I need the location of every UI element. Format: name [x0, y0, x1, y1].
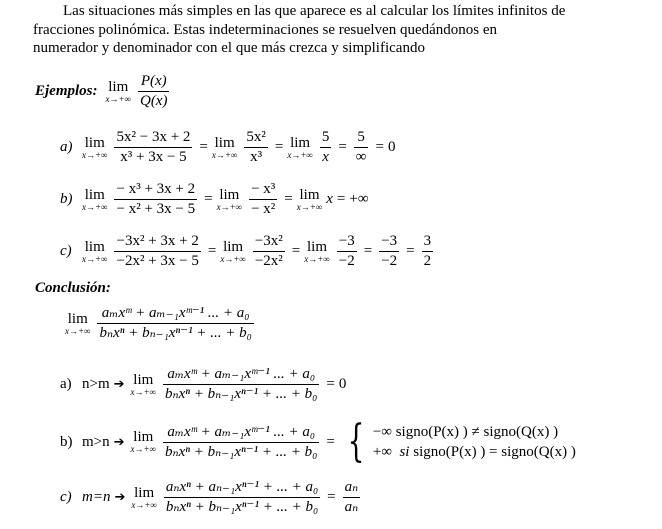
- arrow-icon: ➔: [113, 377, 125, 392]
- case-c-label: c): [60, 489, 72, 505]
- case-c: c) m=n ➔ lim x→+∞ $\frac{\text{aₙxⁿ + aₙ₋₁xⁿ⁻¹ + ... + a₀}}{\text{bₙxⁿ + bₙ₋₁xⁿ⁻¹ + ... + b₀}}$ = $\frac{\text{aₙ}}{\text{aₙ}}$: [60, 479, 359, 515]
- result: 0: [387, 139, 396, 155]
- case-line-1: −∞ signo(P(x) ) ≠ signo(Q(x) ): [372, 424, 559, 440]
- example-b: b) lim x→+∞ $\frac{\text{− x³ + 3x + 2}}{\text{− x² + 3x − 5}}$ = lim x→+∞ $\frac{\text{− x³}}{\text{− x²}}$ = lim x→+∞ x = +∞: [60, 181, 369, 217]
- fraction: $\frac{\text{− x³ + 3x + 2}}{\text{− x² + 3x − 5}}$: [116, 181, 196, 217]
- case-a-label: a): [60, 376, 72, 392]
- arrow-icon: ➔: [113, 434, 125, 450]
- fraction: $\frac{5}{\infty}$: [355, 129, 367, 165]
- limit-operator: lim x→+∞: [220, 238, 246, 264]
- general-fraction: $\frac{\text{aₘxᵐ + aₘ₋₁xᵐ⁻¹ ... + a₀}}{\text{bₙxⁿ + bₙ₋₁xⁿ⁻¹ + ... + b₀}}$: [99, 305, 252, 341]
- conclusion-label: Conclusión:: [35, 280, 111, 296]
- fraction-p-over-q: $\frac{P(x)}{Q(x)}$: [139, 73, 168, 109]
- limit-operator: lim x→+∞: [131, 484, 157, 510]
- cases: [373, 422, 576, 462]
- limit-operator: lim x→+∞: [287, 134, 313, 160]
- limit-operator: lim x→+∞: [216, 186, 243, 212]
- general-fraction-equal: $\frac{\text{aₙxⁿ + aₙ₋₁xⁿ⁻¹ + ... + a₀}}{\text{bₙxⁿ + bₙ₋₁xⁿ⁻¹ + ... + b₀}}$: [165, 479, 319, 515]
- example-b-label: b): [60, 191, 73, 207]
- limit-operator: lim x→+∞: [82, 238, 108, 264]
- case-b-condition: m>n: [82, 433, 110, 450]
- general-fraction: $\frac{\text{aₘxᵐ + aₘ₋₁xᵐ⁻¹ ... + a₀}}{\text{bₙxⁿ + bₙ₋₁xⁿ⁻¹ + ... + b₀}}$: [165, 423, 318, 460]
- result: 0: [338, 376, 347, 392]
- fraction: $\frac{\text{− x³}}{\text{− x²}}$: [251, 181, 276, 217]
- intro-line-3: numerador y denominador con el que más crezca y simplificando: [33, 40, 425, 56]
- case-b-label: b): [60, 433, 73, 450]
- fraction: $\frac{-3}{-2}$: [338, 233, 355, 269]
- example-a-label: a): [60, 139, 73, 155]
- examples-header: [35, 72, 172, 111]
- fraction: $\frac{-3}{-2}$: [381, 233, 398, 269]
- examples-label: Ejemplos:: [35, 83, 98, 99]
- limit-operator: lim x→+∞: [82, 134, 108, 160]
- case-a-condition: n>m: [82, 376, 110, 392]
- limit-operator: lim x→+∞: [65, 310, 91, 336]
- fraction: $\frac{3}{2}$: [423, 233, 432, 269]
- case-a: a) n>m ➔ lim x→+∞ $\frac{\text{aₘxᵐ + aₘ₋₁xᵐ⁻¹ ... + a₀}}{\text{bₙxⁿ + bₙ₋₁xⁿ⁻¹ + ... + b₀}}$ = 0: [60, 366, 347, 402]
- limit-operator: lim x→+∞: [82, 186, 108, 212]
- limit-operator: lim x→+∞: [105, 78, 131, 104]
- result: +∞: [349, 191, 369, 207]
- fraction: $\frac{\text{−3x²}}{\text{−2x²}}$: [254, 233, 283, 269]
- arrow-icon: ➔: [114, 490, 126, 505]
- limit-operator: lim x→+∞: [304, 238, 330, 264]
- case-b: b) m>n ➔ lim x→+∞ $\frac{\text{aₘxᵐ + aₘ₋₁xᵐ⁻¹ ... + a₀}}{\text{bₙxⁿ + bₙ₋₁xⁿ⁻¹ + ... + b₀}}$ = { −∞ signo(P(x) ) ≠ signo(Q(x) ) +∞ si signo(P(x) ) = signo(Q(x) ): [60, 416, 576, 467]
- limit-operator: lim x→+∞: [296, 186, 323, 212]
- case-line-2: +∞ si signo(P(x) ) = signo(Q(x) ): [372, 444, 576, 460]
- example-a: a) lim x→+∞ $\frac{\text{5x² − 3x + 2}}{\text{x³ + 3x − 5}}$ = lim x→+∞ $\frac{\text{5x²}}{\text{x³}}$ = lim x→+∞ $\frac{5}{x}$ = $\frac{5}{\infty}$ = 0: [60, 129, 396, 165]
- example-c-label: c): [60, 243, 72, 259]
- expression-x: x: [326, 191, 333, 207]
- fraction: $\frac{\text{5x²}}{\text{x³}}$: [246, 129, 266, 165]
- intro-paragraph: [33, 2, 623, 58]
- limit-operator: lim x→+∞: [130, 429, 157, 454]
- conclusion-formula: [65, 304, 257, 343]
- case-c-condition: m=n: [82, 489, 111, 505]
- limit-operator: lim x→+∞: [211, 134, 238, 160]
- general-fraction: $\frac{\text{aₘxᵐ + aₘ₋₁xᵐ⁻¹ ... + a₀}}{\text{bₙxⁿ + bₙ₋₁xⁿ⁻¹ + ... + b₀}}$: [165, 366, 318, 402]
- intro-line-1: Las situaciones más simples en las que aparece es al calcular los límites infinitos de: [63, 3, 566, 19]
- intro-line-2: fracciones polinómica. Estas indeterminaciones se resuelven quedándonos en: [33, 21, 498, 38]
- fraction: $\frac{\text{−3x² + 3x + 2}}{\text{−2x² + 3x − 5}}$: [116, 233, 199, 269]
- left-brace: {: [347, 416, 365, 467]
- example-c: c) lim x→+∞ $\frac{\text{−3x² + 3x + 2}}{\text{−2x² + 3x − 5}}$ = lim x→+∞ $\frac{\text{−3x²}}{\text{−2x²}}$ = lim x→+∞ $\frac{-3}{-2}$ = $\frac{-3}{-2}$ = $\frac{3}{2}$: [60, 233, 432, 269]
- fraction: $\frac{5}{x}$: [321, 129, 330, 165]
- fraction: $\frac{\text{5x² − 3x + 2}}{\text{x³ + 3x − 5}}$: [116, 129, 191, 165]
- limit-operator: lim x→+∞: [130, 371, 157, 397]
- fraction: $\frac{\text{aₙ}}{\text{aₙ}}$: [344, 479, 359, 515]
